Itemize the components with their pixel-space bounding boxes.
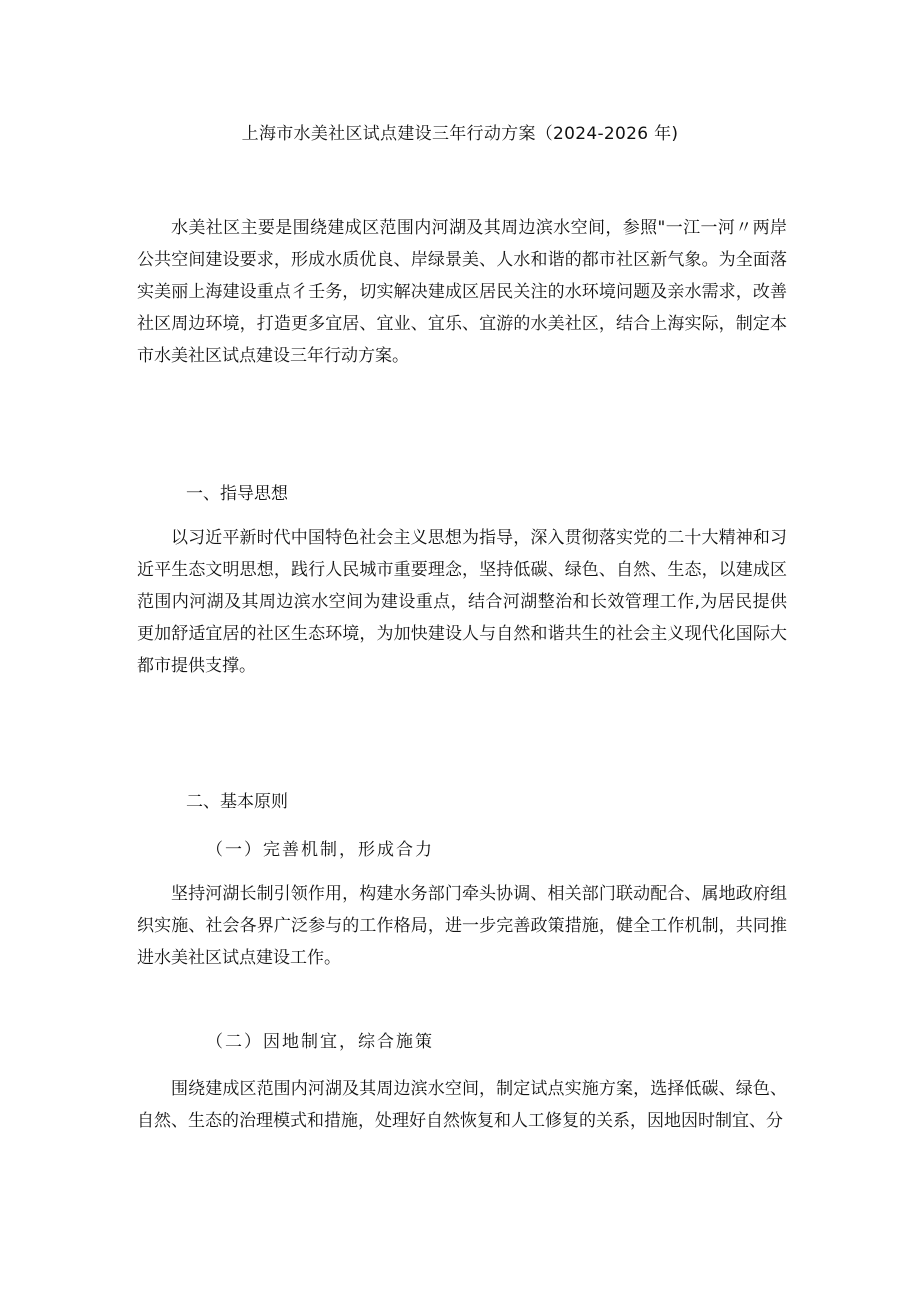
section-2-heading: 二、基本原则 [186,792,288,812]
section-2-sub-1-heading: （一）完善机制，形成合力 [206,840,434,860]
section-2-sub-1-block [137,878,787,974]
section-2-sub-2-paragraph: 围绕建成区范围内河湖及其周边滨水空间，制定试点实施方案，选择低碳、绿色、自然、生态的治理模式和措施，处理好自然恢复和人工修复的关系，因地因时制宜、分 [137,1079,787,1131]
intro-paragraph-block [137,212,787,372]
section-1-block [137,522,787,682]
section-1-paragraph: 以习近平新时代中国特色社会主义思想为指导，深入贯彻落实党的二十大精神和习近平生态文明思想，践行人民城市重要理念，坚持低碳、绿色、自然、生态，以建成区范围内河湖及其周边滨水空间为建设重点，结合河湖整治和长效管理工作,为居民提供更加舒适宜居的社区生态环境，为加快建设人与自然和谐共生的社会主义现代化国际大都市提供支撑。 [137,528,787,676]
section-2-sub-2-heading: （二）因地制宜，综合施策 [206,1032,434,1052]
section-1-heading: 一、指导思想 [186,484,288,504]
document-title: 上海市水美社区试点建设三年行动方案（2024-2026 年) [241,124,679,144]
intro-paragraph: 水美社区主要是围绕建成区范围内河湖及其周边滨水空间，参照"一江一河〃两岸公共空间建设要求，形成水质优良、岸绿景美、人水和谐的都市社区新气象。为全面落实美丽上海建设重点彳壬务，切实解决建成区居民关注的水环境问题及亲水需求，改善社区周边环境，打造更多宜居、宜业、宜乐、宜游的水美社区，结合上海实际，制定本市水美社区试点建设三年行动方案。 [137,218,787,366]
section-2-sub-1-paragraph: 坚持河湖长制引领作用，构建水务部门牵头协调、相关部门联动配合、属地政府组织实施、社会各界广泛参与的工作格局，进一步完善政策措施，健全工作机制，共同推进水美社区试点建设工作。 [137,884,787,968]
section-2-sub-2-block [137,1073,787,1137]
